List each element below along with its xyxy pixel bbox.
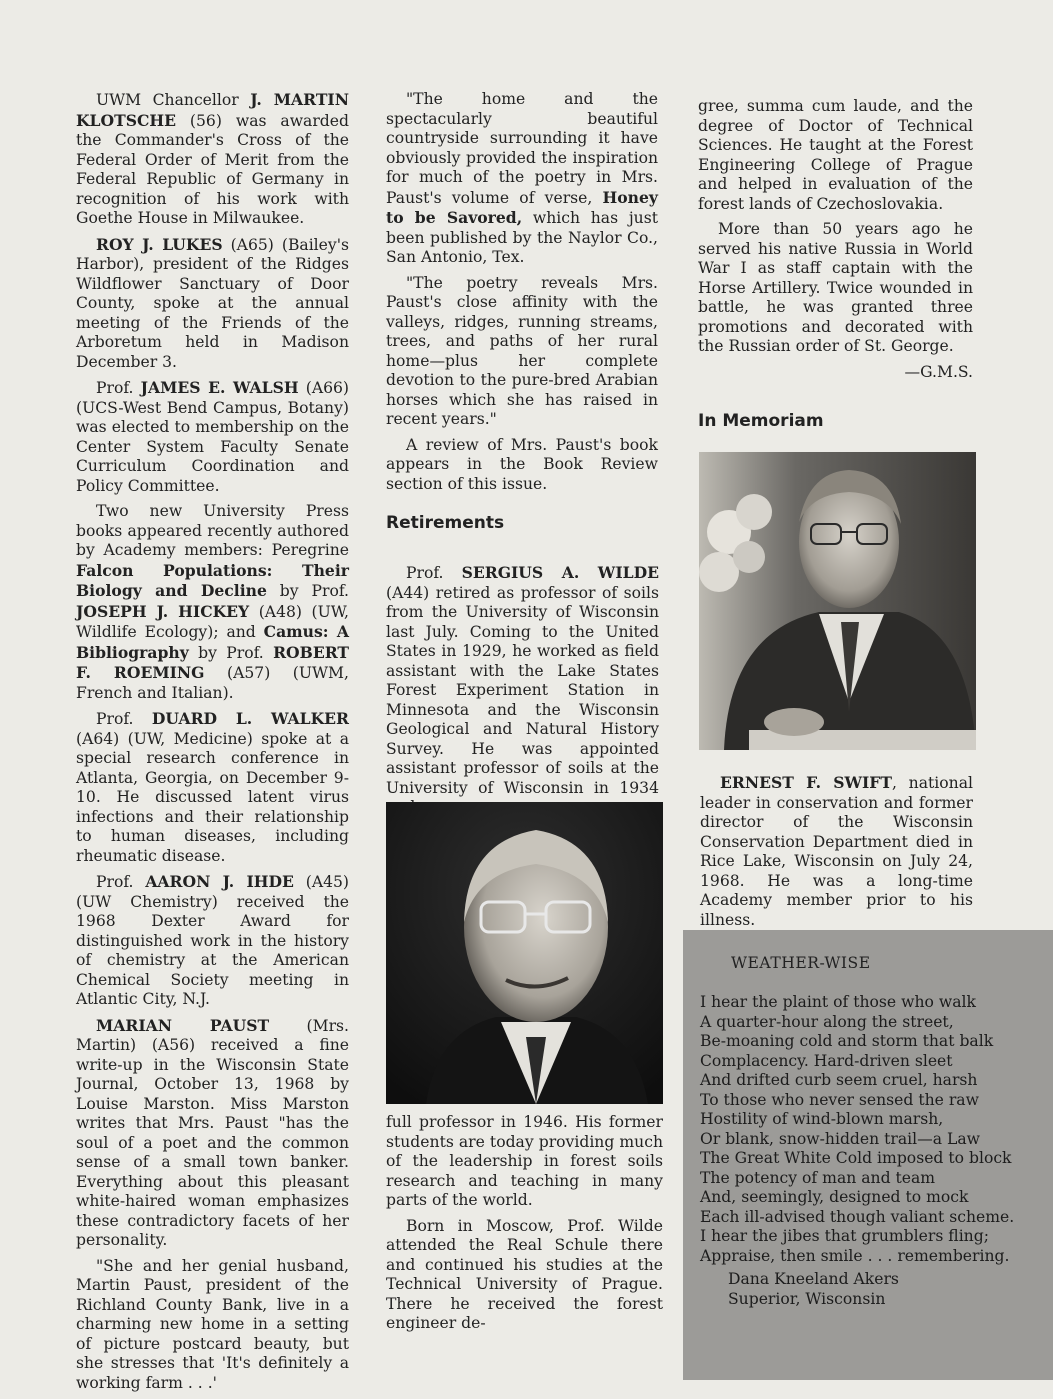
in-memoriam-heading: In Memoriam — [698, 411, 824, 431]
poem-line: Be-moaning cold and storm that balk — [700, 1032, 994, 1050]
item-paust-quote: "She and her genial husband, Martin Paust, president of the Richland County Bank, live in a charming new home in a setting of picture postcard beauty, but she stresses that 'It's definitely a working farm . . .' — [76, 1256, 349, 1392]
item-klotsche: UWM Chancellor J. MARTIN KLOTSCHE (56) was awarded the Commander's Cross of the Federal Order of Merit from the Federal Republic of Germany in recognition of his work with Goethe House in Milwaukee. — [76, 90, 349, 227]
person-name: DUARD L. WALKER — [151, 709, 349, 728]
book-title: Camus: A Bibliography — [76, 622, 349, 662]
item-ihde: Prof. AARON J. IHDE (A45) (UW Chemistry) received the 1968 Dexter Award for distinguished work in the history of chemistry at the American Chemical Society meeting in Atlantic City, N.J. — [76, 872, 350, 1008]
portrait-icon — [386, 802, 663, 1104]
poem-line: Hostility of wind-blown marsh, — [700, 1110, 944, 1128]
person-name: AARON J. IHDE — [145, 872, 294, 891]
poem-line: Or blank, snow-hidden trail—a Law — [700, 1129, 980, 1148]
poem-line: To those who never sensed the raw — [700, 1090, 979, 1109]
wilde-russia: More than 50 years ago he served his native Russia in World War I as staff captain with the Horse Artillery. Twice wounded in battle, he was granted three promotions and decorated with the Russian order of St. George. — [698, 220, 973, 355]
person-name: J. MARTIN KLOTSCHE — [76, 90, 349, 130]
poem-author: Dana Kneeland Akers — [728, 1270, 899, 1288]
item-lukes: ROY J. LUKES (A65) (Bailey's Harbor), president of the Ridges Wildflower Sanctuary of Door County, spoke at the annual meeting of the Friends of the Arboretum held in Madison December 3. — [76, 234, 349, 371]
poem-location: Superior, Wisconsin — [728, 1289, 886, 1308]
poem-line: The potency of man and team — [700, 1168, 936, 1187]
poem-line: Complacency. Hard-driven sleet — [700, 1051, 953, 1070]
item-swift: ERNEST F. SWIFT, national leader in conservation and former director of the Wisconsin Conservation Department died in Rice Lake, Wisconsin on July 24, 1968. He was a long-time Academy member prior to his illness. — [700, 773, 973, 929]
portrait-icon — [699, 452, 976, 750]
poem-lines — [700, 993, 1045, 1266]
author-initials: —G.M.S. — [904, 362, 973, 381]
person-name: ROBERT F. ROEMING — [76, 642, 349, 682]
column-1 — [76, 90, 349, 1399]
poem-line: Each ill-advised though valiant scheme. — [700, 1207, 1015, 1226]
wilde-moscow: Born in Moscow, Prof. Wilde attended the Real Schule there and continued his studies at the Technical University of Prague. There he received the forest engineer de- — [386, 1216, 663, 1332]
person-name: JAMES E. WALSH — [140, 378, 299, 397]
poem-line: I hear the jibes that grumblers fling; — [700, 1227, 989, 1245]
column-2-middle — [386, 563, 659, 824]
wilde-portrait-photo — [386, 802, 663, 1104]
poem-attribution — [728, 1270, 899, 1309]
wilde-continued: full professor in 1946. His former students are today providing much of the leadership in forest soils research and teaching in many parts of the world. — [386, 1113, 663, 1209]
book-title: Honey to be Savored, — [386, 187, 658, 227]
person-name: ROY J. LUKES — [96, 234, 223, 254]
paust-quote-2: "The home and the spectacularly beautiful countryside surrounding it have obviously provided the inspiration for much of the poetry in Mrs. Paust's volume of verse, Honey to be Savored, which has just been published by the Naylor Co., San Antonio, Tex. — [386, 90, 658, 266]
item-wilde: Prof. SERGIUS A. WILDE (A44) retired as professor of soils from the University of Wisconsin last July. Coming to the United States in 1929, he worked as field assistant with the Lake States Forest Experiment Station in Minnesota and the Wisconsin Geological and Natural History Survey. He was appointed assistant professor of soils at the University of Wisconsin in 1934 — [386, 563, 659, 797]
swift-portrait-photo — [699, 452, 976, 750]
poem-line: Appraise, then smile . . . remembering. — [700, 1246, 1010, 1265]
poem-line: A quarter-hour along the street, — [700, 1012, 954, 1031]
book-review-note: A review of Mrs. Paust's book appears in the Book Review section of this issue. — [386, 435, 658, 493]
person-name: ERNEST F. SWIFT — [720, 773, 892, 792]
wilde-degree: gree, summa cum laude, and the degree of Doctor of Technical Sciences. He taught at the Forest Engineering College of Prague and helped in evaluation of the forest lands of Czechoslovakia. — [698, 97, 973, 213]
poem-line: I hear the plaint of those who walk — [700, 993, 976, 1011]
person-name: MARIAN PAUST — [96, 1015, 270, 1035]
item-paust: MARIAN PAUST (Mrs. Martin) (A56) received a fine write-up in the Wisconsin State Journal, October 13, 1968 by Louise Marston. Miss Marston writes that Mrs. Paust "has the soul of a poet and the common sense of a small town banker. Everything about this pleasant white-haired woman emphasizes these contradictory facets of her personality. — [76, 1015, 349, 1249]
paust-quote-3: "The poetry reveals Mrs. Paust's close affinity with the valleys, ridges, running streams, trees, and paths of her rural home—plus her complete devotion to the pure-bred Arabian horses which she has raised in recent years." — [386, 273, 658, 428]
item-walker: Prof. DUARD L. WALKER (A64) (UW, Medicine) spoke at a special research conference in Atlanta, Georgia, on December 9-10. He discussed latent virus infections and their relationship to human diseases, including rheumatic disease. — [76, 709, 349, 865]
column-2-bottom — [386, 1113, 663, 1340]
person-name: SERGIUS A. WILDE — [461, 563, 659, 582]
column-3-top — [698, 97, 973, 388]
column-2-top — [386, 90, 658, 500]
weather-wise-poem-box — [683, 930, 1053, 1380]
poem-line: And drifted curb seem cruel, harsh — [700, 1071, 978, 1089]
book-title: Falcon Populations: Their Biology and Decline — [76, 560, 349, 600]
poem-title: WEATHER-WISE — [731, 954, 871, 972]
retirements-heading: Retirements — [386, 513, 505, 533]
column-3-bottom — [700, 773, 973, 936]
item-press-books: Two new University Press books appeared recently authored by Academy members: Peregrine Falcon Populations: Their Biology and Decline by Prof. JOSEPH J. HICKEY (A48) (UW, Wildlife Ecology); and Camus: A Bibliography by Prof. ROBERT F. ROEMING (A57) (UWM, French and Italian). — [76, 502, 350, 702]
poem-line: The Great White Cold imposed to block — [700, 1149, 1012, 1167]
item-walsh: Prof. JAMES E. WALSH (A66) (UCS-West Bend Campus, Botany) was elected to membership on the Center System Faculty Senate Curriculum Coordination and Policy Committee. — [76, 378, 350, 495]
person-name: JOSEPH J. HICKEY — [76, 601, 250, 621]
poem-line: And, seemingly, designed to mock — [700, 1188, 969, 1206]
